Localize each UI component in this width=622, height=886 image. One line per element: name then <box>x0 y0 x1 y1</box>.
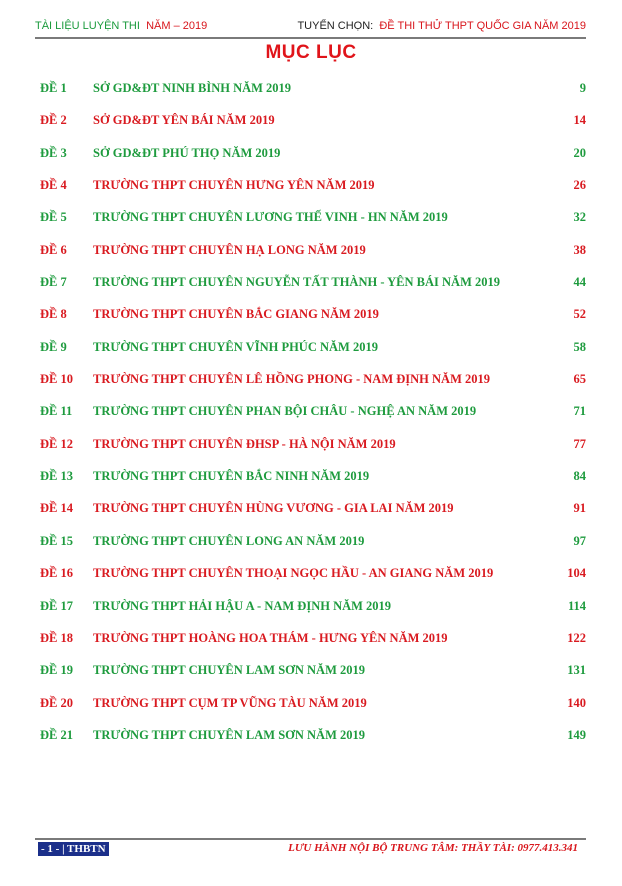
toc-row[interactable] <box>40 434 586 466</box>
table-of-contents <box>40 78 586 757</box>
toc-row[interactable] <box>40 78 586 110</box>
toc-number: ĐỀ 20 <box>40 695 73 710</box>
toc-row[interactable] <box>40 693 586 725</box>
footer-note: LƯU HÀNH NỘI BỘ TRUNG TÂM: THẦY TÀI: 0977.413.341 <box>288 842 578 854</box>
toc-page-number: 20 <box>573 145 586 160</box>
toc-number: ĐỀ 11 <box>40 404 73 419</box>
toc-page-number: 52 <box>573 307 586 322</box>
toc-number: ĐỀ 9 <box>40 339 67 354</box>
toc-row[interactable] <box>40 563 586 595</box>
toc-number: ĐỀ 6 <box>40 242 67 257</box>
toc-row[interactable] <box>40 596 586 628</box>
toc-page-number: 84 <box>573 469 586 484</box>
toc-page-number: 149 <box>567 727 586 742</box>
toc-number: ĐỀ 2 <box>40 113 67 128</box>
toc-title: TRƯỜNG THPT CHUYÊN ĐHSP - HÀ NỘI NĂM 2019 <box>93 436 396 451</box>
toc-row[interactable] <box>40 466 586 498</box>
toc-number: ĐỀ 8 <box>40 307 67 322</box>
toc-number: ĐỀ 15 <box>40 533 73 548</box>
toc-title: TRƯỜNG THPT CHUYÊN LAM SƠN NĂM 2019 <box>93 727 366 742</box>
toc-number: ĐỀ 14 <box>40 501 73 516</box>
header-right <box>297 20 586 32</box>
footer-page-badge: - 1 - | THBTN <box>38 842 109 856</box>
toc-number: ĐỀ 7 <box>40 275 67 290</box>
header-right-prefix: TUYỂN CHỌN: <box>297 20 374 32</box>
page-header <box>35 18 586 36</box>
toc-row[interactable] <box>40 531 586 563</box>
toc-number: ĐỀ 12 <box>40 436 73 451</box>
toc-number: ĐỀ 3 <box>40 145 67 160</box>
toc-number: ĐỀ 10 <box>40 372 73 387</box>
toc-row[interactable] <box>40 240 586 272</box>
toc-title: TRƯỜNG THPT CHUYÊN PHAN BỘI CHÂU - NGHỆ AN NĂM 2019 <box>93 404 477 419</box>
toc-title: TRƯỜNG THPT CỤM TP VŨNG TÀU NĂM 2019 <box>93 695 367 710</box>
toc-page-number: 114 <box>567 598 586 613</box>
toc-row[interactable] <box>40 498 586 530</box>
toc-title: TRƯỜNG THPT CHUYÊN LONG AN NĂM 2019 <box>93 533 365 548</box>
toc-row[interactable] <box>40 660 586 692</box>
toc-page-number: 58 <box>573 339 586 354</box>
header-divider <box>35 37 586 39</box>
header-left <box>35 20 207 32</box>
toc-title: TRƯỜNG THPT HOÀNG HOA THÁM - HƯNG YÊN NĂM 2019 <box>93 630 448 645</box>
header-left-suffix: NĂM – 2019 <box>146 20 208 32</box>
toc-number: ĐỀ 17 <box>40 598 73 613</box>
toc-title: TRƯỜNG THPT CHUYÊN HƯNG YÊN NĂM 2019 <box>93 178 375 193</box>
toc-title: TRƯỜNG THPT CHUYÊN THOẠI NGỌC HẦU - AN GIANG NĂM 2019 <box>93 566 494 581</box>
toc-page-number: 97 <box>573 533 586 548</box>
toc-page-number: 38 <box>573 242 586 257</box>
toc-row[interactable] <box>40 337 586 369</box>
toc-title: TRƯỜNG THPT CHUYÊN NGUYỄN TẤT THÀNH - YÊN BÁI NĂM 2019 <box>93 275 500 290</box>
toc-title: TRƯỜNG THPT CHUYÊN HÙNG VƯƠNG - GIA LAI NĂM 2019 <box>93 501 454 516</box>
toc-page-number: 14 <box>573 113 586 128</box>
toc-page-number: 104 <box>567 566 586 581</box>
toc-title: SỞ GD&ĐT YÊN BÁI NĂM 2019 <box>93 113 275 128</box>
toc-page-number: 77 <box>573 436 586 451</box>
toc-row[interactable] <box>40 207 586 239</box>
toc-number: ĐỀ 13 <box>40 469 73 484</box>
toc-number: ĐỀ 4 <box>40 178 67 193</box>
toc-row[interactable] <box>40 369 586 401</box>
toc-number: ĐỀ 1 <box>40 81 67 95</box>
toc-title: TRƯỜNG THPT CHUYÊN HẠ LONG NĂM 2019 <box>93 242 366 257</box>
toc-number: ĐỀ 19 <box>40 663 73 678</box>
toc-title: TRƯỜNG THPT CHUYÊN VĨNH PHÚC NĂM 2019 <box>93 339 378 354</box>
toc-page-number: 131 <box>567 663 586 678</box>
toc-page-number: 122 <box>567 630 586 645</box>
toc-number: ĐỀ 18 <box>40 630 73 645</box>
page-title: MỤC LỤC <box>265 42 357 63</box>
toc-page-number: 91 <box>573 501 586 516</box>
toc-title: TRƯỜNG THPT CHUYÊN BẮC NINH NĂM 2019 <box>93 469 370 484</box>
toc-page-number: 44 <box>573 275 586 290</box>
toc-page-number: 32 <box>573 210 586 225</box>
toc-title: SỞ GD&ĐT PHÚ THỌ NĂM 2019 <box>93 145 281 160</box>
toc-title: TRƯỜNG THPT CHUYÊN LAM SƠN NĂM 2019 <box>93 663 366 678</box>
toc-title: TRƯỜNG THPT CHUYÊN LÊ HỒNG PHONG - NAM ĐỊNH NĂM 2019 <box>93 372 490 387</box>
header-right-suffix: ĐỀ THI THỬ THPT QUỐC GIA NĂM 2019 <box>379 20 586 32</box>
toc-page-number: 65 <box>573 372 586 387</box>
toc-row[interactable] <box>40 272 586 304</box>
toc-page-number: 9 <box>579 81 586 95</box>
toc-page-number: 26 <box>573 178 586 193</box>
toc-row[interactable] <box>40 304 586 336</box>
footer-divider <box>35 838 586 840</box>
toc-page-number: 71 <box>573 404 586 419</box>
toc-row[interactable] <box>40 628 586 660</box>
header-left-prefix: TÀI LIỆU LUYỆN THI <box>35 20 140 32</box>
toc-title: TRƯỜNG THPT CHUYÊN LƯƠNG THẾ VINH - HN NĂM 2019 <box>93 210 448 225</box>
toc-title: TRƯỜNG THPT CHUYÊN BẮC GIANG NĂM 2019 <box>93 307 379 322</box>
toc-row[interactable] <box>40 401 586 433</box>
toc-row[interactable] <box>40 175 586 207</box>
toc-page-number: 140 <box>567 695 586 710</box>
toc-number: ĐỀ 21 <box>40 727 73 742</box>
toc-number: ĐỀ 16 <box>40 566 73 581</box>
toc-title: SỞ GD&ĐT NINH BÌNH NĂM 2019 <box>93 81 292 95</box>
toc-title: TRƯỜNG THPT HẢI HẬU A - NAM ĐỊNH NĂM 2019 <box>93 598 392 613</box>
toc-row[interactable] <box>40 725 586 757</box>
toc-row[interactable] <box>40 110 586 142</box>
toc-number: ĐỀ 5 <box>40 210 67 225</box>
toc-row[interactable] <box>40 143 586 175</box>
